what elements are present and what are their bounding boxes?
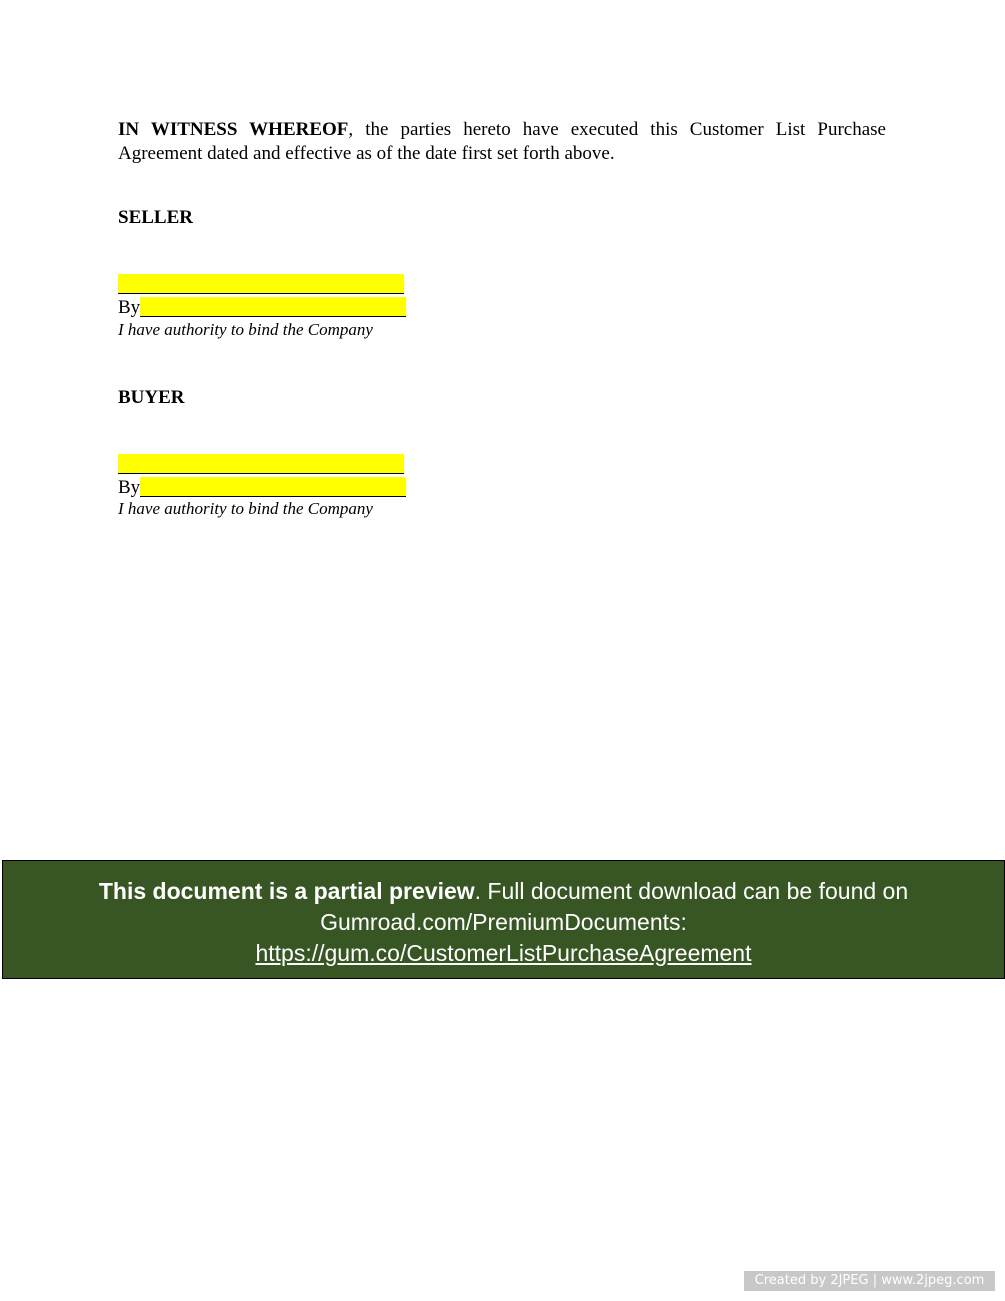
witness-lead: IN WITNESS WHEREOF <box>118 119 349 140</box>
witness-text: , the parties hereto have executed this Customer List Purchase Agreement dated and effective as of the date first set forth above. <box>118 119 886 164</box>
seller-heading: SELLER <box>118 207 193 228</box>
seller-by-row <box>118 297 406 319</box>
buyer-authority-note: I have authority to bind the Company <box>118 499 373 518</box>
banner-text: . Full document download can be found on Gumroad.com/PremiumDocuments: <box>320 878 909 935</box>
seller-authority-note: I have authority to bind the Company <box>118 320 373 339</box>
download-link[interactable]: https://gum.co/CustomerListPurchaseAgreement <box>255 940 752 966</box>
partial-preview-banner <box>2 860 1005 979</box>
seller-name-line[interactable] <box>118 274 404 294</box>
watermark-badge: Created by 2JPEG | www.2jpeg.com <box>744 1271 995 1291</box>
seller-by-label: By <box>118 297 141 318</box>
buyer-heading: BUYER <box>118 387 185 408</box>
buyer-signature-line[interactable] <box>140 477 406 497</box>
witness-clause <box>118 118 886 166</box>
buyer-by-label: By <box>118 477 141 498</box>
banner-bold-text: This document is a partial preview <box>98 878 475 904</box>
buyer-by-row <box>118 477 406 499</box>
seller-signature-line[interactable] <box>140 297 406 317</box>
buyer-name-line[interactable] <box>118 454 404 474</box>
banner-message <box>3 876 1004 938</box>
